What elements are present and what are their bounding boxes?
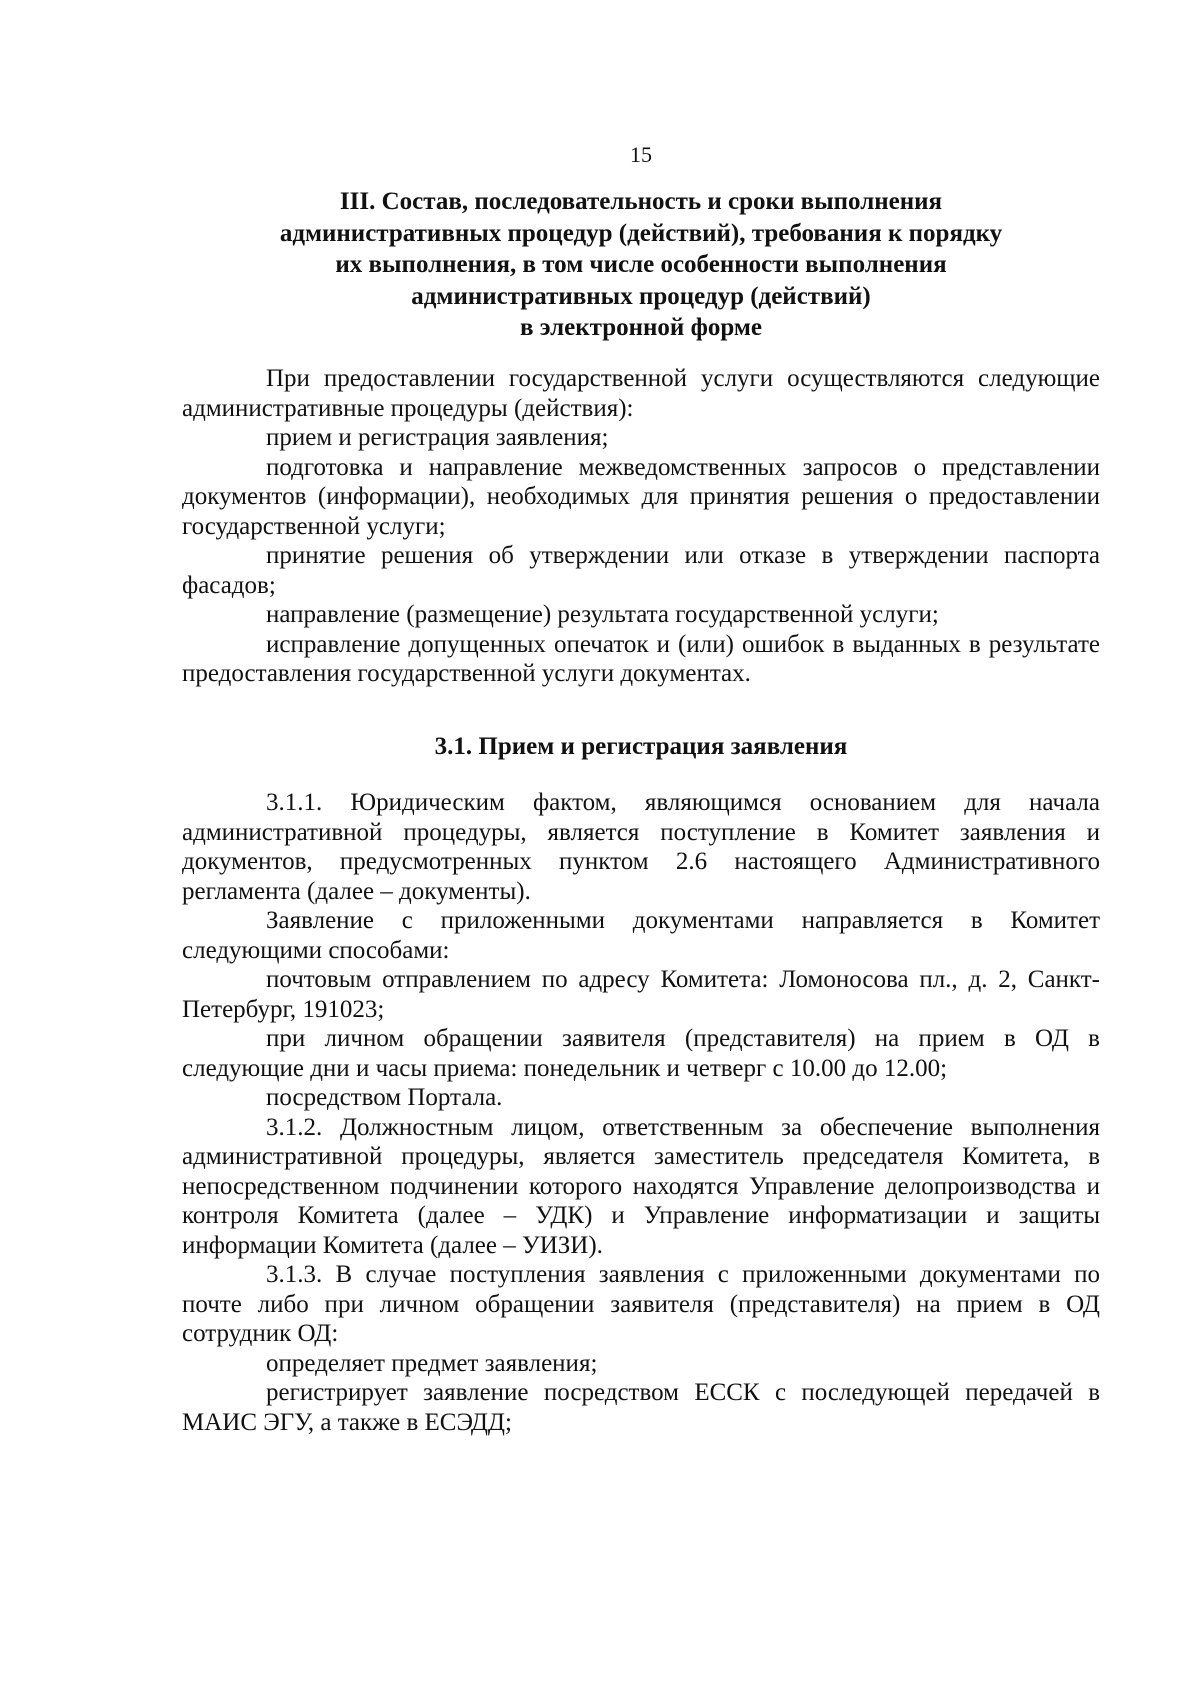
section-title-line: административных процедур (действий), требования к порядку xyxy=(279,219,1003,247)
paragraph: 3.1.2. Должностным лицом, ответственным за обеспечение выполнения административной процедуры, является заместитель председателя Комитета, в непосредственном подчинении которого находятся Управление делопроизводства и контроля Комитета (далее – УДК) и Управление информатизации и защиты информации Комитета (далее – УИЗИ). xyxy=(182,1113,1100,1259)
list-item: определяет предмет заявления; xyxy=(266,1349,598,1377)
list-item: посредством Портала. xyxy=(266,1084,503,1111)
paragraph: При предоставлении государственной услуги осуществляются следующие административные процедуры (действия): xyxy=(182,365,1100,422)
paragraph: Заявление с приложенными документами направляется в Комитет следующими способами: xyxy=(182,907,1100,964)
list-item: регистрирует заявление посредством ЕССК с последующей передачей в МАИС ЭГУ, а также в ЕСЭДД; xyxy=(182,1379,1100,1436)
section-title-line: в электронной форме xyxy=(519,314,763,341)
list-item: почтовым отправлением по адресу Комитета: Ломоносова пл., д. 2, Санкт-Петербург, 191023; xyxy=(182,966,1100,1023)
paragraph: 3.1.3. В случае поступления заявления с приложенными документами по почте либо при личном обращении заявителя (представителя) на прием в ОД сотрудник ОД: xyxy=(182,1261,1100,1347)
section-title-line: III. Состав, последовательность и сроки выполнения xyxy=(339,188,943,215)
page-number: 15 xyxy=(630,142,652,167)
list-item: при личном обращении заявителя (представителя) на прием в ОД в следующие дни и часы приема: понедельник и четверг с 10.00 до 12.00; xyxy=(182,1025,1100,1082)
section-title-line: административных процедур (действий) xyxy=(411,282,871,310)
subsection-body xyxy=(182,788,1100,1437)
paragraph: 3.1.1. Юридическим фактом, являющимся основанием для начала административной процедуры, является поступление в Комитет заявления и документов, предусмотренных пунктом 2.6 настоящего Административного регламента (далее – документы). xyxy=(182,789,1100,905)
section-title xyxy=(182,186,1100,344)
intro-section xyxy=(182,364,1100,689)
list-item: исправление допущенных опечаток и (или) ошибок в выданных в результате предоставления государственной услуги документах. xyxy=(182,630,1100,687)
subsection-title: 3.1. Прием и регистрация заявления xyxy=(434,733,848,760)
list-item: принятие решения об утверждении или отказе в утверждении паспорта фасадов; xyxy=(182,542,1100,599)
section-title-line: их выполнения, в том числе особенности выполнения xyxy=(335,251,947,278)
list-item: подготовка и направление межведомственных запросов о представлении документов (информации), необходимых для принятия решения о предоставлении государственной услуги; xyxy=(182,453,1100,540)
list-item: прием и регистрация заявления; xyxy=(266,424,609,451)
list-item: направление (размещение) результата государственной услуги; xyxy=(266,601,939,628)
